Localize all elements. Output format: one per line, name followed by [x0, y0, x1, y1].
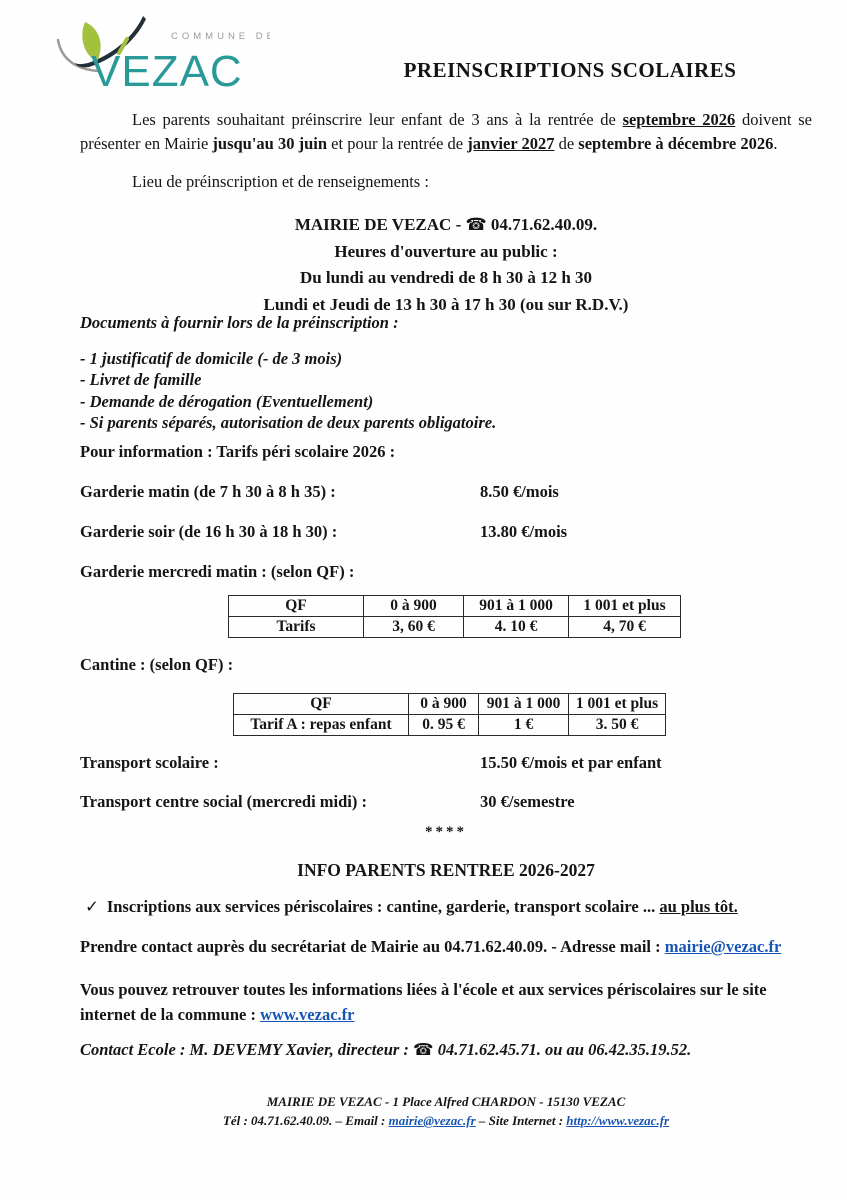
intro-text: doivent se présenter en Mairie [80, 110, 812, 153]
cantine-heading: Cantine : (selon QF) : [80, 655, 234, 674]
document-item: - Si parents séparés, autorisation de deux parents obligatoire. [80, 413, 497, 432]
intro-paragraph [80, 108, 812, 156]
au-plus-tot-emphasis: au plus tôt. [659, 897, 738, 916]
tarif-transport-scolaire [80, 753, 812, 773]
cantine-table [233, 693, 666, 736]
table-header-cell: 0 à 900 [409, 694, 479, 715]
tarif-label: Transport centre social (mercredi midi) : [80, 792, 368, 811]
table-header-cell: QF [234, 694, 409, 715]
mairie-block [80, 212, 812, 318]
table-row [229, 617, 681, 638]
tarif-transport-social [80, 792, 812, 812]
tarif-value: 30 €/semestre [480, 792, 575, 811]
date-septembre-2026: septembre 2026 [622, 110, 736, 129]
website-text-line1: Vous pouvez retrouver toutes les informations liées à l'école et aux services périscolaires sur le site [80, 980, 767, 999]
tarifs-heading: Pour information : Tarifs péri scolaire 2026 : [80, 442, 396, 461]
documents-section [80, 312, 812, 434]
garderie-mercredi-heading: Garderie mercredi matin : (selon QF) : [80, 562, 355, 581]
tarif-value: 15.50 €/mois et par enfant [480, 753, 662, 772]
table-header-row [229, 596, 681, 617]
mairie-hours-heading: Heures d'ouverture au public : [334, 241, 558, 261]
table-header-cell: 901 à 1 000 [479, 694, 569, 715]
table-row-label: Tarifs [229, 617, 364, 638]
table-cell: 3, 60 € [364, 617, 464, 638]
footer-site-link[interactable]: http://www.vezac.fr [566, 1113, 670, 1128]
phone-icon: ☎ [413, 1040, 434, 1059]
tarif-label: Garderie matin (de 7 h 30 à 8 h 35) : [80, 482, 336, 501]
logo-commune-de-text: COMMUNE DE [171, 31, 270, 42]
asterisk-separator: **** [425, 824, 467, 840]
footer-separator-text: – Site Internet : [475, 1113, 567, 1128]
table-cell: 0. 95 € [409, 715, 479, 736]
inscriptions-text: Inscriptions aux services périscolaires : cantine, garderie, transport scolaire ... [106, 897, 660, 916]
tarif-label: Transport scolaire : [80, 753, 219, 772]
contact-text: Prendre contact auprès du secrétariat de Mairie au 04.71.62.40.09. - Adresse mail : [80, 937, 665, 956]
mairie-line1 [80, 212, 812, 239]
logo-vezac-text: VEZAC [91, 47, 243, 96]
table-cell: 4, 70 € [569, 617, 681, 638]
garderie-mercredi-table [228, 595, 681, 638]
table-header-cell: QF [229, 596, 364, 617]
website-info-line [80, 977, 812, 1027]
contact-ecole-line [80, 1040, 812, 1060]
vezac-website-link[interactable]: www.vezac.fr [260, 1005, 355, 1024]
logo-graphic [55, 10, 270, 102]
document-item: - Demande de dérogation (Eventuellement) [80, 391, 374, 411]
tarif-garderie-soir [80, 522, 812, 542]
page-title: PREINSCRIPTIONS SCOLAIRES [403, 58, 737, 82]
info-parents-heading: INFO PARENTS RENTREE 2026-2027 [297, 860, 595, 880]
documents-list [80, 348, 812, 434]
check-icon: ✓ [85, 897, 99, 916]
table-cell: 4. 10 € [464, 617, 569, 638]
mairie-hours-afternoon: Lundi et Jeudi de 13 h 30 à 17 h 30 (ou sur R.D.V.) [263, 294, 629, 314]
table-header-cell: 901 à 1 000 [464, 596, 569, 617]
footer-contacts [80, 1111, 812, 1130]
date-janvier-2027: janvier 2027 [467, 134, 555, 153]
table-row [234, 715, 666, 736]
footer-email-link[interactable]: mairie@vezac.fr [388, 1113, 476, 1128]
commune-vezac-logo [55, 10, 275, 105]
inscriptions-line [80, 897, 812, 917]
footer-address: MAIRIE DE VEZAC - 1 Place Alfred CHARDON - 15130 VEZAC [266, 1094, 626, 1109]
table-header-cell: 0 à 900 [364, 596, 464, 617]
contact-ecole-phones: 04.71.62.45.71. ou au 06.42.35.19.52. [433, 1040, 692, 1059]
mairie-name: MAIRIE DE VEZAC - [294, 215, 466, 234]
contact-mairie-line [80, 937, 812, 957]
mairie-email-link[interactable]: mairie@vezac.fr [664, 937, 782, 956]
tarif-garderie-matin [80, 482, 812, 502]
table-header-cell: 1 001 et plus [569, 694, 666, 715]
phone-icon: ☎ [465, 215, 487, 235]
contact-ecole-text: Contact Ecole : M. DEVEMY Xavier, directeur : [80, 1040, 414, 1059]
mairie-phone-number: 04.71.62.40.09. [486, 215, 598, 234]
document-item: - 1 justificatif de domicile (- de 3 mois) [80, 348, 343, 368]
table-header-row [234, 694, 666, 715]
intro-text: . [773, 134, 778, 153]
period-sept-dec-2026: septembre à décembre 2026 [578, 134, 774, 153]
table-header-cell: 1 001 et plus [569, 596, 681, 617]
intro-text: et pour la rentrée de [327, 134, 468, 153]
mairie-hours-weekdays: Du lundi au vendredi de 8 h 30 à 12 h 30 [299, 268, 593, 287]
table-row-label: Tarif A : repas enfant [234, 715, 409, 736]
footer-tel: Tél : 04.71.62.40.09. – Email : [222, 1113, 389, 1128]
lieu-line: Lieu de préinscription et de renseignements : [132, 172, 429, 191]
tarif-value: 8.50 €/mois [480, 482, 559, 501]
website-text-line2: internet de la commune : [80, 1005, 261, 1024]
footer [80, 1092, 812, 1130]
deadline-30-juin: jusqu'au 30 juin [212, 134, 328, 153]
intro-text: de [554, 134, 579, 153]
documents-heading: Documents à fournir lors de la préinscription : [80, 313, 399, 332]
tarif-label: Garderie soir (de 16 h 30 à 18 h 30) : [80, 522, 338, 541]
table-cell: 3. 50 € [569, 715, 666, 736]
tarif-value: 13.80 €/mois [480, 522, 568, 541]
table-cell: 1 € [479, 715, 569, 736]
document-item: - Livret de famille [80, 370, 202, 389]
intro-text: Les parents souhaitant préinscrire leur enfant de 3 ans à la rentrée de [132, 110, 623, 129]
